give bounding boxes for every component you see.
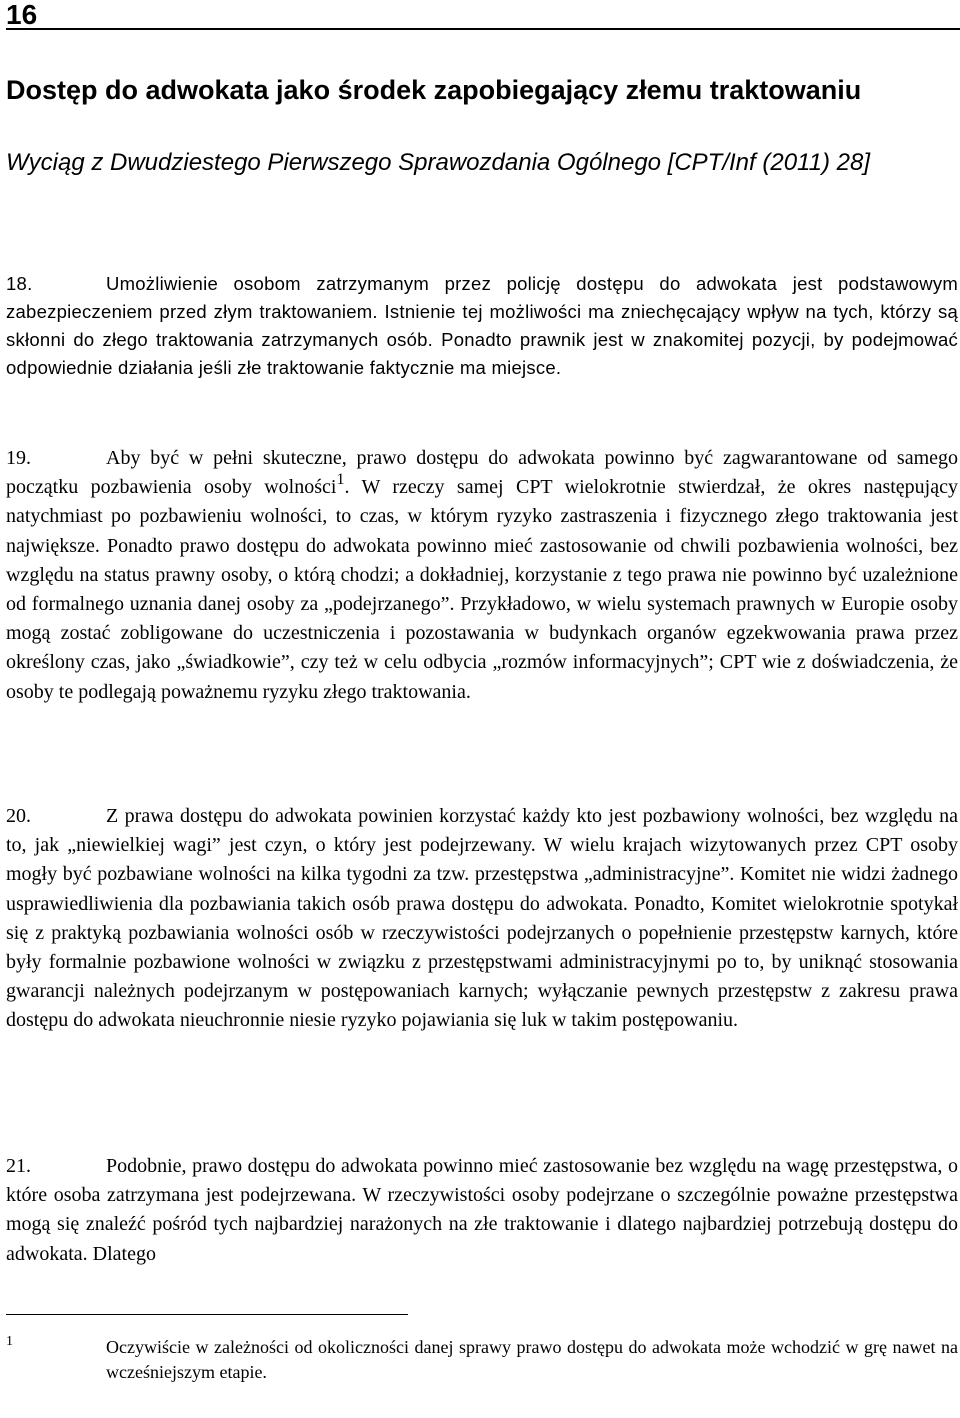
paragraph-number: 20. bbox=[6, 805, 31, 827]
paragraph-21 bbox=[6, 1152, 958, 1269]
paragraph-number: 21. bbox=[6, 1155, 31, 1177]
paragraph-20 bbox=[6, 802, 958, 1036]
paragraph-18 bbox=[6, 270, 958, 382]
footnote-marker: 1 bbox=[6, 1334, 13, 1349]
footnote-reference[interactable]: 1 bbox=[336, 471, 345, 489]
footnote-separator bbox=[6, 1314, 408, 1315]
paragraph-text: Aby być w pełni skuteczne, prawo dostępu do adwokata powinno być zagwarantowane od samego początku pozbawienia osoby wolności bbox=[6, 447, 958, 499]
header-rule bbox=[6, 28, 960, 30]
paragraph-number: 19. bbox=[6, 447, 31, 469]
paragraph-text-continued: . W rzeczy samej CPT wielokrotnie stwierdzał, że okres następujący natychmiast po pozbawieniu wolności, to czas, w którym ryzyko zastraszenia i fizycznego złego traktowania jest największe. Ponadto prawo dostępu do adwokata powinno mieć zastosowanie od chwili pozbawienia wolności, bez względu na status prawny osoby, o którą chodzi; a dokładniej, korzystanie z tego prawa nie powinno być uzależnione od formalnego uznania danej osoby za „podejrzanego”. Przykładowo, w wielu systemach prawnych w Europie osoby mogą zostać zobligowane do uczestniczenia i pozostawania w budynkach organów egzekwowania prawa przez określony czas, jako „świadkowie”, czy też w celu odbycia „rozmów informacyjnych”; CPT wie z doświadczenia, że osoby te podlegają poważnemu ryzyku złego traktowania. bbox=[6, 476, 958, 703]
paragraph-19 bbox=[6, 444, 958, 707]
document-title: Dostęp do adwokata jako środek zapobiegający złemu traktowaniu bbox=[6, 75, 862, 105]
paragraph-number: 18. bbox=[6, 273, 33, 294]
paragraph-text: Z prawa dostępu do adwokata powinien korzystać każdy kto jest pozbawiony wolności, bez względu na to, jak „niewielkiej wagi” jest czyn, o który jest podejrzewany. W wielu krajach wizytowanych przez CPT osoby mogły być pozbawiane wolności na kilka tygodni za tzw. przestępstwa „administracyjne”. Komitet nie widzi żadnego usprawiedliwienia dla pozbawiania takich osób prawa dostępu do adwokata. Ponadto, Komitet wielokrotnie spotykał się z praktyką pozbawiania wolności osób w rzeczywistości podejrzanych o popełnienie przestępstw karnych, które były formalnie pozbawione wolności w związku z przestępstwami administracyjnymi po to, by uniknąć stosowania gwarancji należnych podejrzanym w postępowaniach karnych; wyłączanie pewnych przestępstw z zakresu prawa dostępu do adwokata nieuchronnie niesie ryzyko pojawiania się luk w takim postępowaniu. bbox=[6, 805, 958, 1032]
footnote-text: Oczywiście w zależności od okoliczności danej sprawy prawo dostępu do adwokata może wchodzić w grę nawet na wcześniejszym etapie. bbox=[106, 1337, 958, 1382]
paragraph-text: Umożliwienie osobom zatrzymanym przez policję dostępu do adwokata jest podstawowym zabezpieczeniem przed złym traktowaniem. Istnienie tej możliwości ma zniechęcający wpływ na tych, którzy są skłonni do złego traktowania zatrzymanych osób. Ponadto prawnik jest w znakomitej pozycji, by podejmować odpowiednie działania jeśli złe traktowanie faktycznie ma miejsce. bbox=[6, 273, 958, 378]
page-number: 16 bbox=[6, 0, 38, 30]
paragraph-text: Podobnie, prawo dostępu do adwokata powinno mieć zastosowanie bez względu na wagę przestępstwa, o które osoba zatrzymana jest podejrzewana. W rzeczywistości osoby podejrzane o szczególnie poważne przestępstwa mogą się znaleźć pośród tych najbardziej narażonych na złe traktowanie i dlatego najbardziej potrzebują dostępu do adwokata. Dlatego bbox=[6, 1155, 958, 1265]
document-subtitle: Wyciąg z Dwudziestego Pierwszego Sprawozdania Ogólnego [CPT/Inf (2011) 28] bbox=[6, 149, 870, 176]
